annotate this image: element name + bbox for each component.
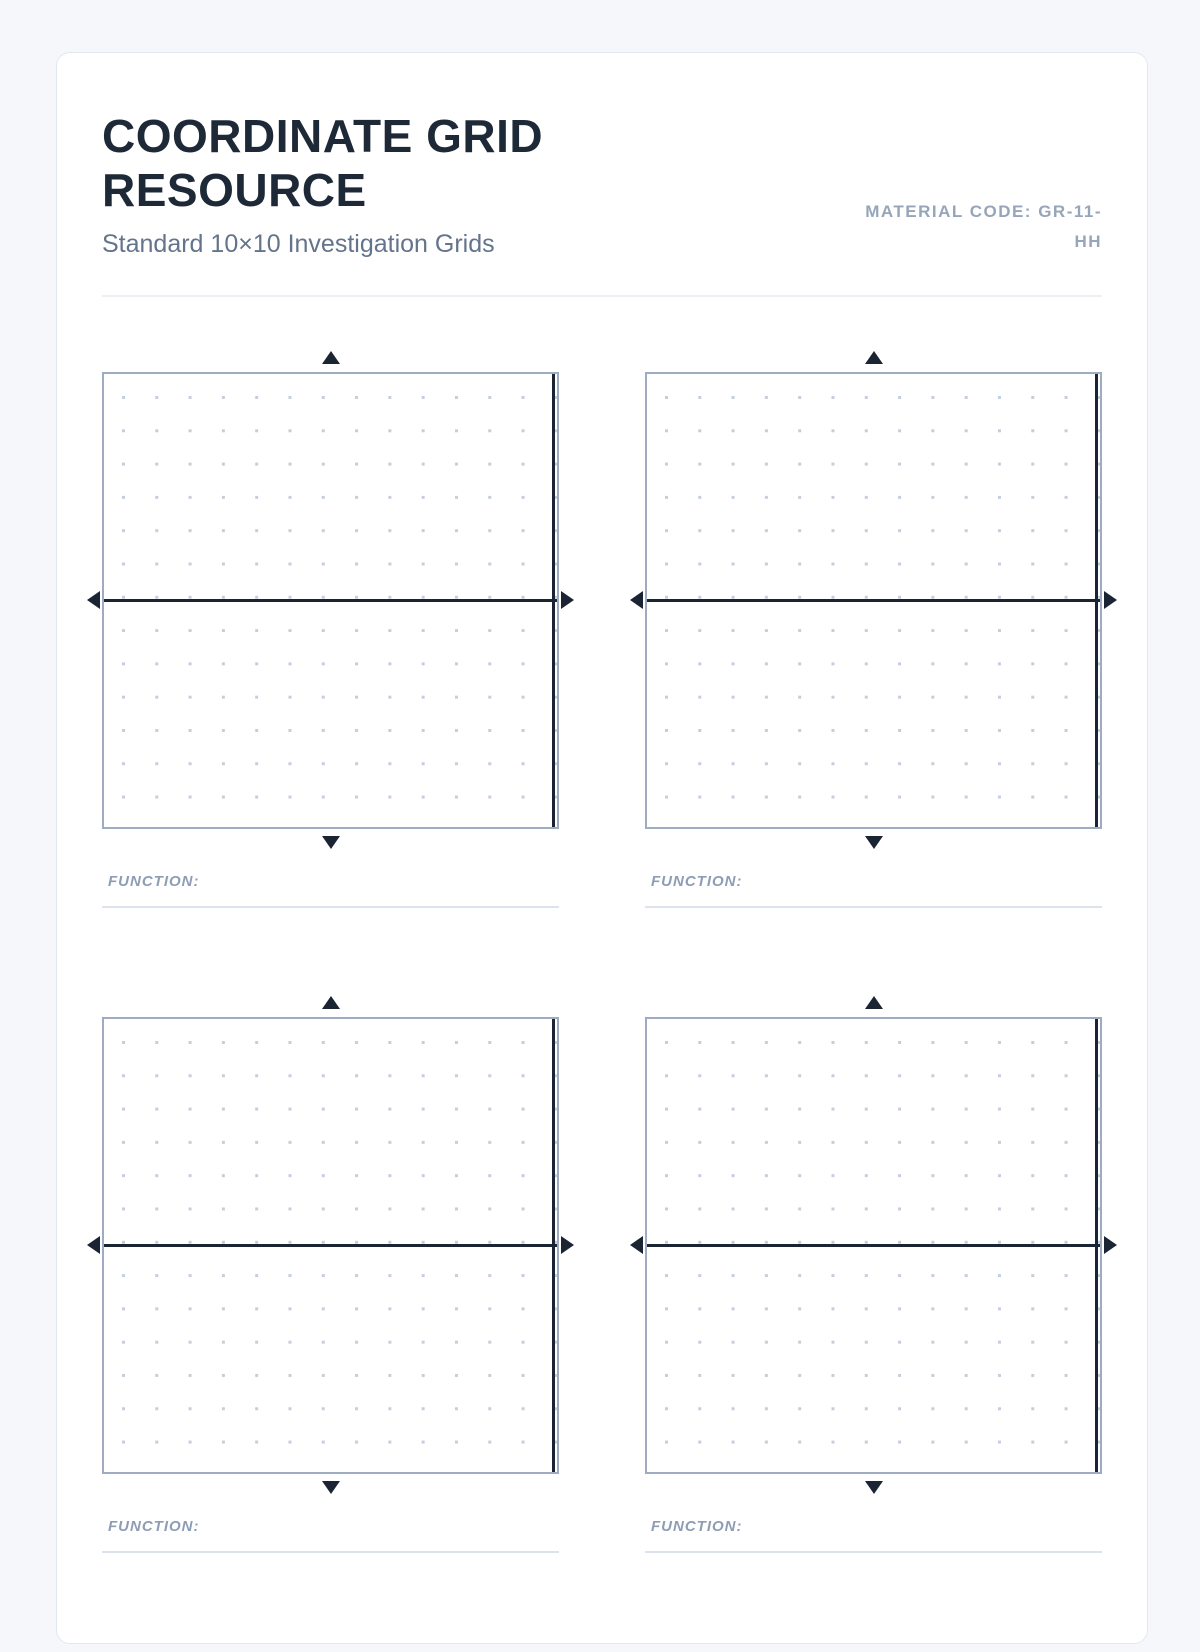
y-axis-down-arrow-icon	[865, 1481, 883, 1494]
y-axis-up-arrow-icon	[322, 351, 340, 364]
y-axis-down-arrow-icon	[322, 836, 340, 849]
y-axis-up-arrow-icon	[322, 996, 340, 1009]
page-title: COORDINATE GRID RESOURCE	[102, 110, 544, 217]
x-axis-left-arrow-icon	[630, 1236, 643, 1254]
answer-line	[645, 1551, 1102, 1553]
answer-line	[645, 906, 1102, 908]
grid-cell-4	[645, 996, 1102, 1553]
y-axis-up-arrow-icon	[865, 351, 883, 364]
x-axis-right-arrow-icon	[561, 591, 574, 609]
page-subtitle: Standard 10×10 Investigation Grids	[102, 229, 495, 258]
grid-cell-1	[102, 351, 559, 908]
y-axis-down-arrow-icon	[322, 1481, 340, 1494]
header-left	[102, 109, 742, 259]
answer-line	[102, 1551, 559, 1553]
coordinate-grid-3	[102, 1017, 559, 1474]
x-axis-left-arrow-icon	[87, 1236, 100, 1254]
function-label: FUNCTION:	[108, 872, 200, 890]
coordinate-grid-1	[102, 372, 559, 829]
x-axis-line	[104, 599, 557, 602]
y-axis-down-arrow-icon	[865, 836, 883, 849]
grid-layout	[102, 351, 1102, 1553]
grid-cell-3	[102, 996, 559, 1553]
answer-line	[102, 906, 559, 908]
header	[102, 109, 1102, 259]
function-label: FUNCTION:	[108, 1517, 200, 1535]
y-axis-line	[552, 1019, 555, 1472]
x-axis-line	[647, 599, 1100, 602]
material-code: MATERIAL CODE: GR-11-HH	[865, 202, 1102, 251]
y-axis-line	[552, 374, 555, 827]
grid-cell-2	[645, 351, 1102, 908]
coordinate-grid-2	[645, 372, 1102, 829]
x-axis-right-arrow-icon	[1104, 591, 1117, 609]
x-axis-left-arrow-icon	[87, 591, 100, 609]
header-divider	[102, 295, 1102, 297]
x-axis-right-arrow-icon	[561, 1236, 574, 1254]
coordinate-grid-4	[645, 1017, 1102, 1474]
x-axis-line	[647, 1244, 1100, 1247]
function-label: FUNCTION:	[651, 872, 743, 890]
x-axis-left-arrow-icon	[630, 591, 643, 609]
function-label: FUNCTION:	[651, 1517, 743, 1535]
y-axis-line	[1095, 1019, 1098, 1472]
y-axis-up-arrow-icon	[865, 996, 883, 1009]
worksheet-card	[56, 52, 1148, 1644]
x-axis-line	[104, 1244, 557, 1247]
x-axis-right-arrow-icon	[1104, 1236, 1117, 1254]
y-axis-line	[1095, 374, 1098, 827]
